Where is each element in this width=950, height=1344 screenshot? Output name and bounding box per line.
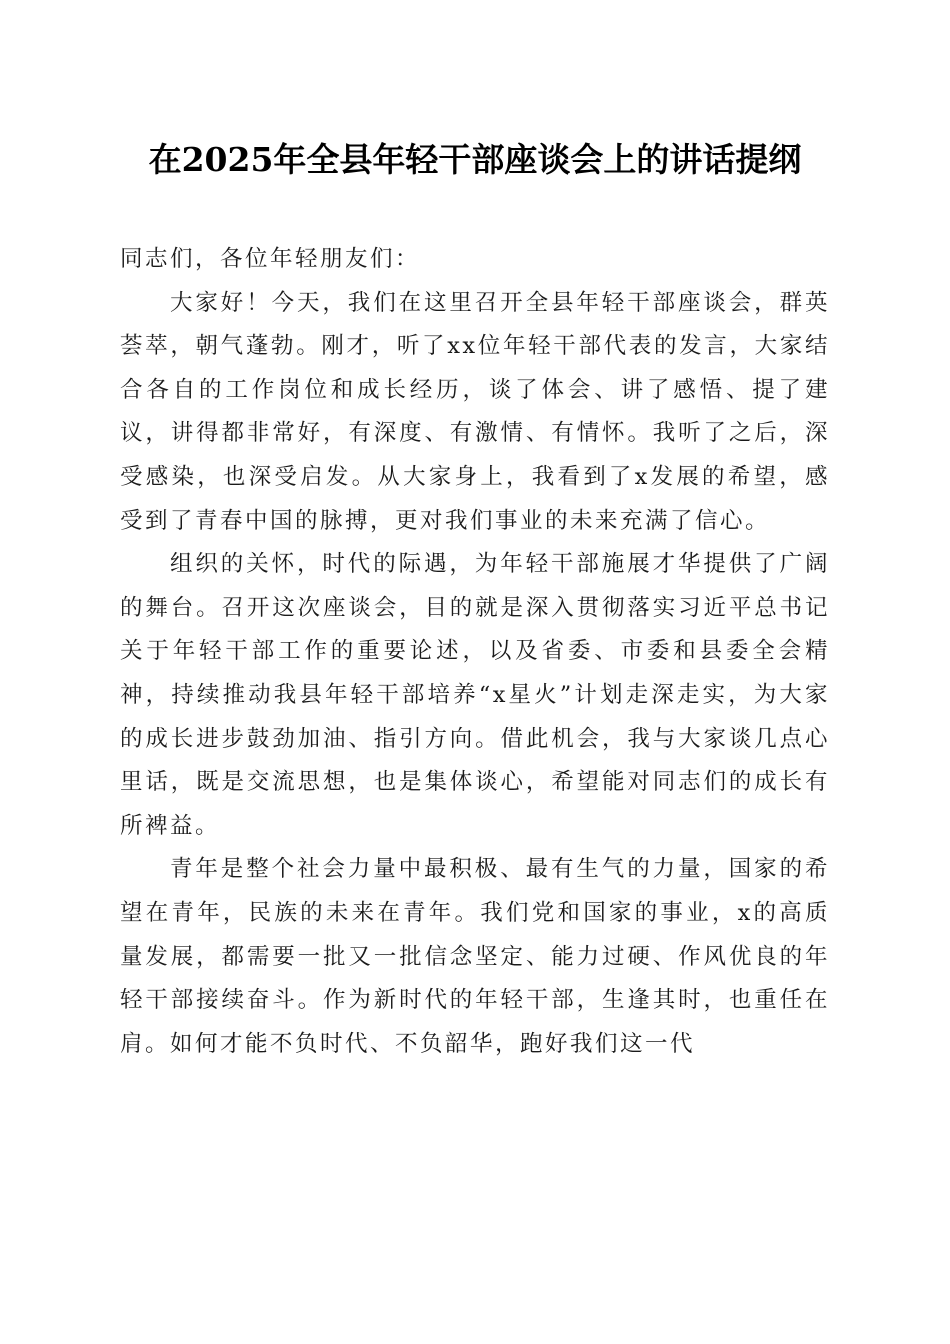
body-paragraph-3: 青年是整个社会力量中最积极、最有生气的力量，国家的希望在青年，民族的未来在青年。我们党和国家的事业，x的高质量发展，都需要一批又一批信念坚定、能力过硬、作风优良的年轻干部接续奋斗。作为新时代的年轻干部，生逢其时，也重任在肩。如何才能不负时代、不负韶华，跑好我们这一代 [120,856,830,1057]
document-title: 在2025年全县年轻干部座谈会上的讲话提纲 [148,140,802,179]
greeting-line: 同志们，各位年轻朋友们： [120,246,421,272]
document-body [120,238,830,1066]
body-paragraph-2: 组织的关怀，时代的际遇，为年轻干部施展才华提供了广阔的舞台。召开这次座谈会，目的就是深入贯彻落实习近平总书记关于年轻干部工作的重要论述，以及省委、市委和县委全会精神，持续推动我县年轻干部培养“x星火”计划走深走实，为大家的成长进步鼓劲加油、指引方向。借此机会，我与大家谈几点心里话，既是交流思想，也是集体谈心，希望能对同志们的成长有所裨益。 [120,551,830,839]
body-paragraph-1: 大家好！今天，我们在这里召开全县年轻干部座谈会，群英荟萃，朝气蓬勃。刚才，听了xx位年轻干部代表的发言，大家结合各自的工作岗位和成长经历，谈了体会、讲了感悟、提了建议，讲得都非常好，有深度、有激情、有情怀。我听了之后，深受感染，也深受启发。从大家身上，我看到了x发展的希望，感受到了青春中国的脉搏，更对我们事业的未来充满了信心。 [120,289,830,534]
